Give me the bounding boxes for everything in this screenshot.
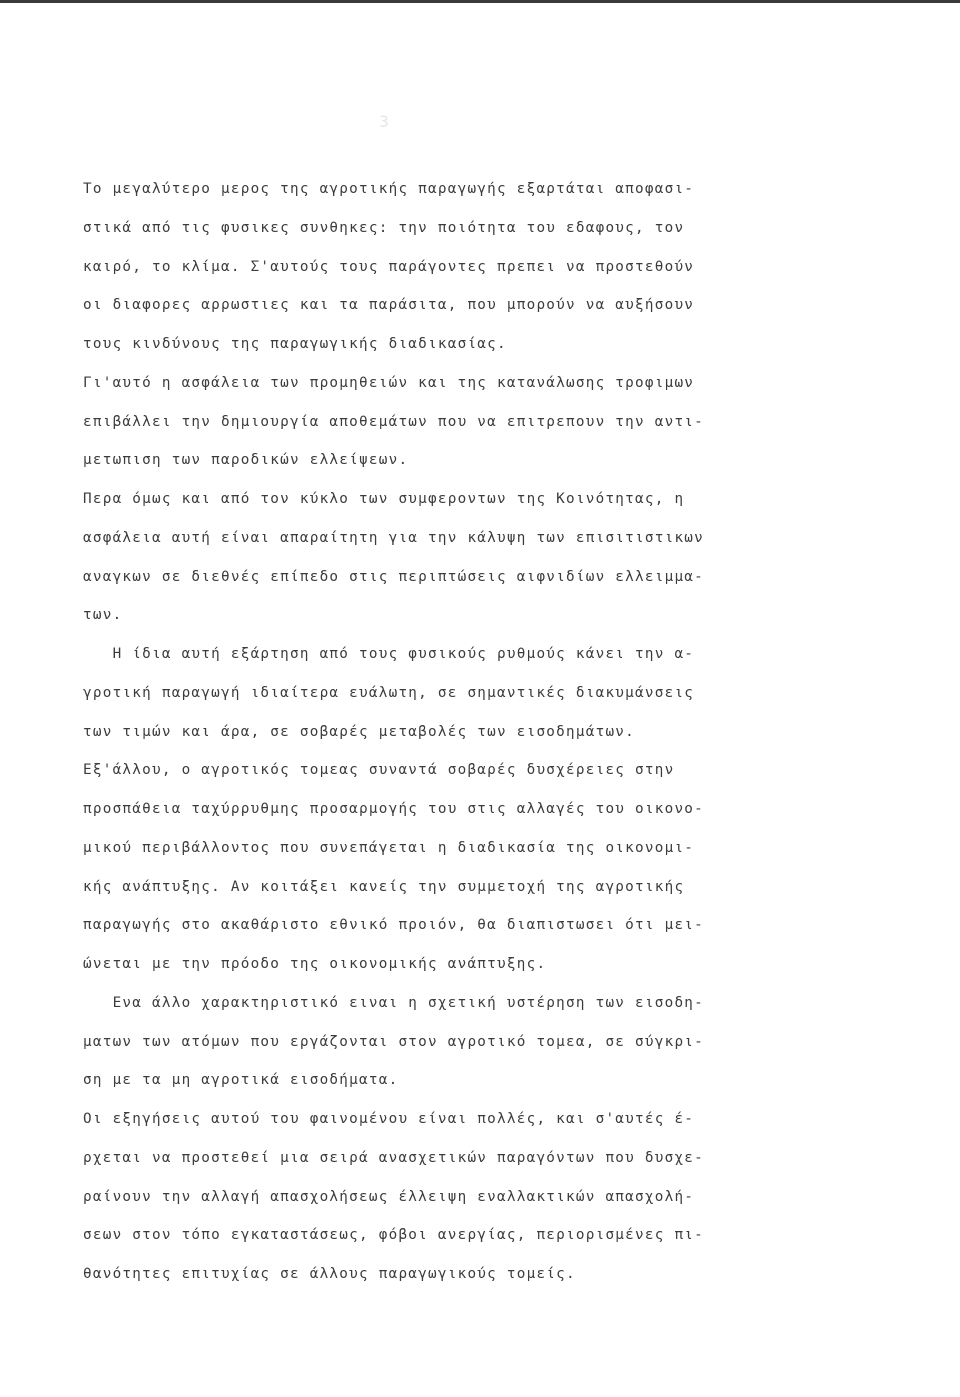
text-line: καιρό, το κλίμα. Σ'αυτούς τους παράγοντες πρεπει να προστεθούν	[83, 258, 695, 275]
text-line: μικού περιβάλλοντος που συνεπάγεται η διαδικασία της οικονομι-	[83, 839, 695, 856]
page-number: 3	[379, 112, 389, 131]
text-line: ώνεται με την πρόοδο της οικονομικής ανάπτυξης.	[83, 956, 547, 972]
text-line: ραίνουν την αλλαγή απασχολήσεως έλλειψη εναλλακτικών απασχολή-	[83, 1188, 695, 1205]
text-line: στικά από τις φυσικες συνθηκες: την ποιότητα του εδαφους, τον	[83, 219, 685, 236]
text-line: επιβάλλει την δημιουργία αποθεμάτων που να επιτρεπουν την αντι-	[83, 413, 705, 430]
text-line: των.	[83, 607, 123, 624]
text-line: ματων των ατόμων που εργάζονται στον αγροτικό τομεα, σε σύγκρι-	[83, 1033, 705, 1050]
text-line: ρχεται να προστεθεί μια σειρά ανασχετικών παραγόντων που δυσχε-	[83, 1149, 705, 1166]
text-line: Περα όμως και από τον κύκλο των συμφεροντων της Κοινότητας, η	[83, 491, 685, 507]
text-line: οι διαφορες αρρωστιες και τα παράσιτα, που μπορούν να αυξήσουν	[83, 297, 695, 314]
text-line: των τιμών και άρα, σε σοβαρές μεταβολές των εισοδημάτων.	[83, 723, 636, 740]
text-line: ση με τα μη αγροτικά εισοδήματα.	[83, 1072, 399, 1089]
text-line: Οι εξηγήσεις αυτού του φαινομένου είναι πολλές, και σ'αυτές έ-	[83, 1111, 695, 1127]
text-line: παραγωγής στο ακαθάριστο εθνικό προιόν, θα διαπιστωσει ότι μει-	[83, 917, 705, 934]
text-line: αναγκων σε διεθνές επίπεδο στις περιπτώσεις αιφνιδίων ελλειμμα-	[83, 568, 705, 585]
text-line: γροτική παραγωγή ιδιαίτερα ευάλωτη, σε σημαντικές διακυμάνσεις	[83, 684, 695, 701]
text-line: Η ίδια αυτή εξάρτηση από τους φυσικούς ρυθμούς κάνει την α-	[83, 646, 695, 662]
text-line: κής ανάπτυξης. Αν κοιτάξει κανείς την συμμετοχή της αγροτικής	[83, 878, 685, 895]
text-line: τους κινδύνους της παραγωγικής διαδικασίας.	[83, 336, 507, 352]
text-line: μετωπιση των παροδικών ελλείψεων.	[83, 452, 409, 469]
text-line: σεων στον τόπο εγκαταστάσεως, φόβοι ανεργίας, περιορισμένες πι-	[83, 1227, 705, 1244]
text-line: Ενα άλλο χαρακτηριστικό ειναι η σχετική υστέρηση των εισοδη-	[83, 994, 705, 1011]
body-text	[83, 170, 863, 1294]
text-line: Γι'αυτό η ασφάλεια των προμηθειών και της κατανάλωσης τροφιμων	[83, 374, 695, 391]
text-line: Εξ'άλλου, ο αγροτικός τομεας συναντά σοβαρές δυσχέρειες στην	[83, 762, 675, 779]
text-line: Το μεγαλύτερο μερος της αγροτικής παραγωγής εξαρτάται αποφασι-	[83, 181, 695, 197]
text-line: ασφάλεια αυτή είναι απαραίτητη για την κάλυψη των επισιτιστικων	[83, 529, 705, 546]
scan-top-edge	[0, 0, 960, 3]
text-line: θανότητες επιτυχίας σε άλλους παραγωγικούς τομείς.	[83, 1266, 576, 1282]
text-line: προσπάθεια ταχύρρυθμης προσαρμογής του στις αλλαγές του οικονο-	[83, 801, 705, 817]
